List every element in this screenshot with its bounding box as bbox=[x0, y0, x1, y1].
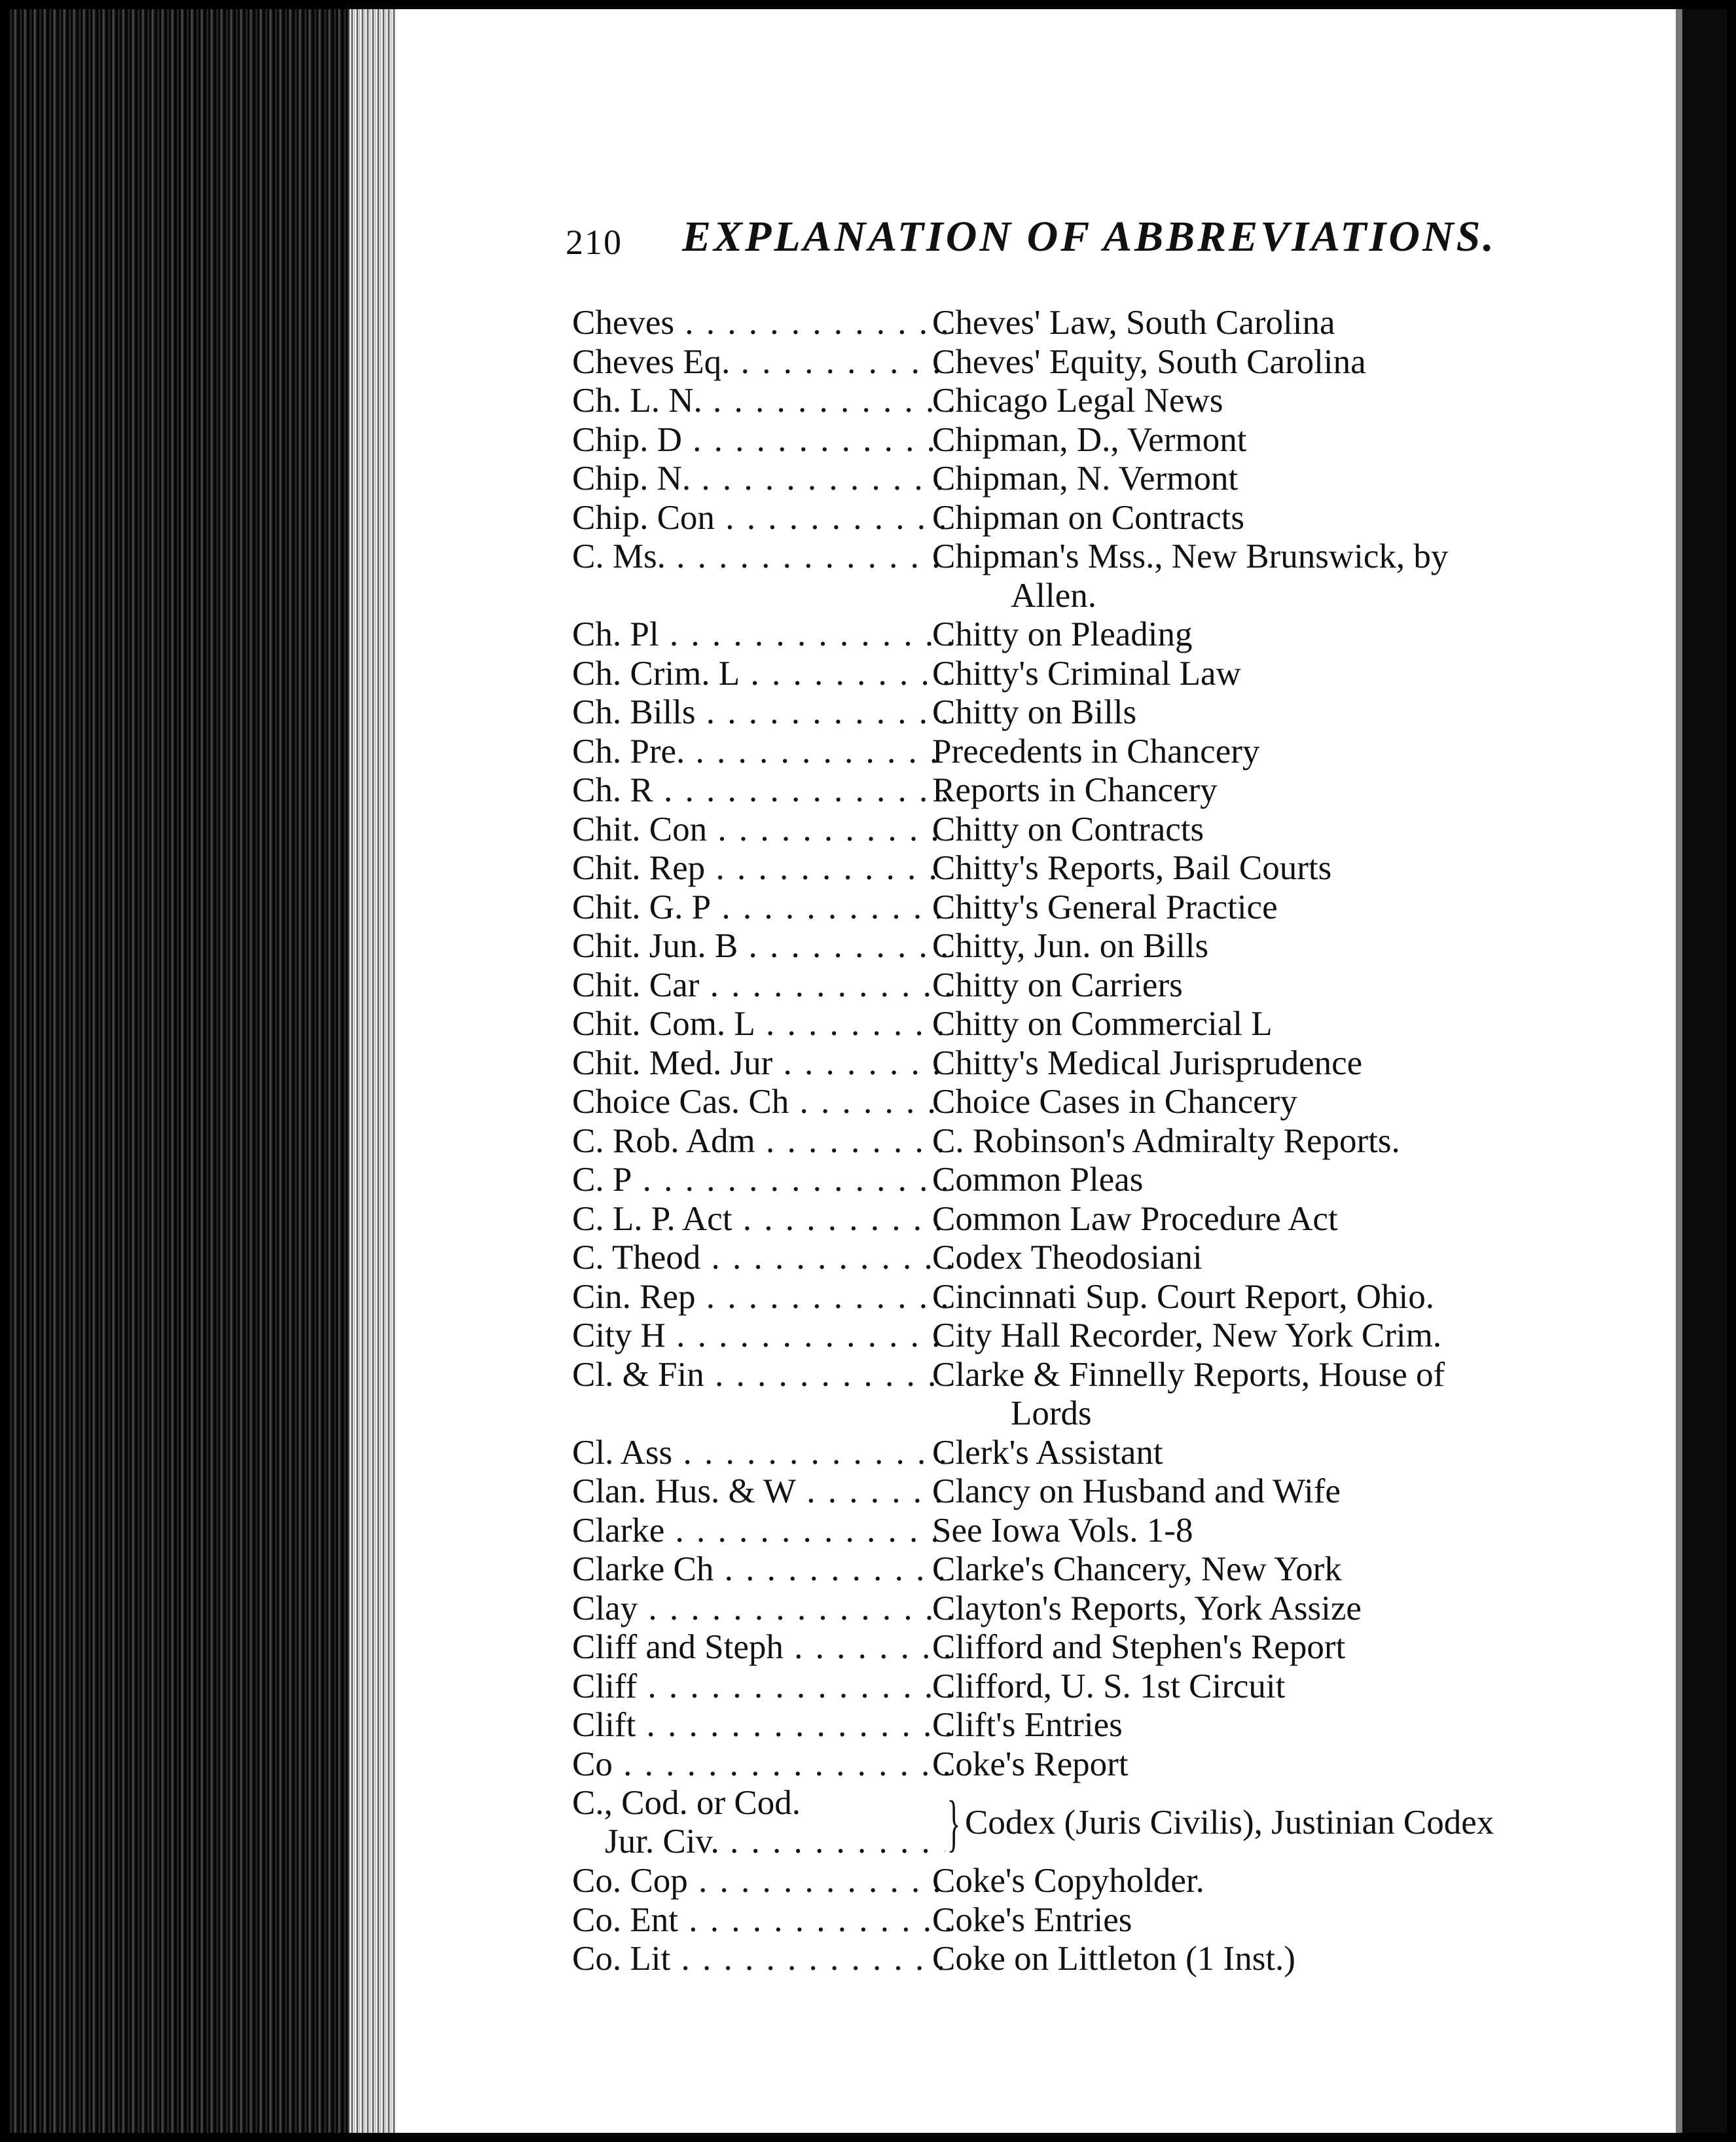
abbreviation-term: Chit. G. P . . . bbox=[572, 888, 952, 928]
explanation-text: Coke's Copyholder. bbox=[932, 1862, 1204, 1900]
explanation-text: Chitty's Medical Jurisprudence bbox=[932, 1044, 1363, 1082]
abbreviation-entry bbox=[546, 1745, 1593, 1785]
explanation-text: Chitty on Commercial L bbox=[932, 1005, 1273, 1043]
abbreviation-explanation bbox=[932, 733, 1593, 772]
running-title: EXPLANATION OF ABBREVIATIONS. bbox=[682, 213, 1496, 261]
explanation-text: Chitty, Jun. on Bills bbox=[932, 927, 1209, 965]
explanation-text: Chipman on Contracts bbox=[932, 498, 1244, 537]
abbreviation-term: Cheves . . . bbox=[572, 304, 952, 343]
explanation-text: Chipman's Mss., New Brunswick, by bbox=[932, 537, 1449, 575]
abbreviation-entry bbox=[546, 1434, 1593, 1473]
abbreviation-explanation bbox=[932, 1706, 1593, 1745]
abbreviation-term: C. Theod . . . bbox=[572, 1239, 952, 1278]
abbreviation-explanation bbox=[932, 693, 1593, 733]
abbreviation-explanation bbox=[932, 304, 1593, 343]
abbreviation-entry bbox=[546, 966, 1593, 1006]
abbreviation-explanation bbox=[932, 1278, 1593, 1317]
abbreviation-explanation: Codex (Juris Civilis), Justinian Codex bbox=[965, 1804, 1494, 1842]
abbreviation-explanation bbox=[932, 1667, 1593, 1707]
abbreviation-term: Cl. & Fin . . . bbox=[572, 1356, 952, 1395]
abbreviation-entry bbox=[546, 810, 1593, 850]
abbreviation-explanation bbox=[932, 849, 1593, 888]
explanation-text: Clancy on Husband and Wife bbox=[932, 1472, 1341, 1510]
abbreviation-entry bbox=[546, 1200, 1593, 1239]
abbreviation-term: Ch. L. N. . . . bbox=[572, 382, 952, 421]
abbreviation-explanation bbox=[932, 1239, 1593, 1278]
explanation-text: Clerk's Assistant bbox=[932, 1433, 1163, 1472]
explanation-text: Common Law Procedure Act bbox=[932, 1199, 1338, 1238]
abbreviation-term: Clarke Ch . . . bbox=[572, 1550, 952, 1589]
abbreviation-explanation bbox=[932, 1356, 1593, 1434]
explanation-text: Coke's Report bbox=[932, 1745, 1129, 1783]
abbreviation-term: City H . . . bbox=[572, 1316, 952, 1356]
abbreviation-entry bbox=[546, 1901, 1593, 1940]
explanation-text: Clarke's Chancery, New York bbox=[932, 1550, 1342, 1588]
abbreviation-entry bbox=[546, 1940, 1593, 1979]
abbreviation-term: Ch. Pl . . . bbox=[572, 615, 952, 655]
explanation-text: Chipman, N. Vermont bbox=[932, 460, 1239, 498]
abbreviation-term: C. L. P. Act . . . bbox=[572, 1200, 952, 1239]
abbreviation-explanation bbox=[932, 421, 1593, 460]
explanation-text: Clarke & Finnelly Reports, House of bbox=[932, 1355, 1445, 1394]
abbreviation-explanation bbox=[932, 1161, 1593, 1200]
abbreviation-explanation bbox=[932, 1200, 1593, 1239]
abbreviation-explanation bbox=[932, 1940, 1593, 1979]
abbreviation-entry bbox=[546, 1239, 1593, 1278]
abbreviation-term: Co. Ent . . . bbox=[572, 1901, 952, 1940]
explanation-text: See Iowa Vols. 1-8 bbox=[932, 1511, 1193, 1550]
abbreviation-term: Co. Lit . . . bbox=[572, 1940, 952, 1979]
explanation-text: Chitty on Carriers bbox=[932, 966, 1183, 1004]
explanation-text: Chipman, D., Vermont bbox=[932, 420, 1247, 459]
abbreviation-entry bbox=[546, 1706, 1593, 1745]
abbreviation-explanation bbox=[932, 1122, 1593, 1161]
explanation-text: Chitty's Reports, Bail Courts bbox=[932, 849, 1332, 887]
explanation-text: Cheves' Equity, South Carolina bbox=[932, 342, 1366, 381]
abbreviation-term: Chip. N. . . . bbox=[572, 460, 952, 499]
explanation-text: Precedents in Chancery bbox=[932, 732, 1260, 771]
abbreviation-term: Chip. Con . . . bbox=[572, 499, 952, 538]
abbreviation-entry bbox=[546, 1667, 1593, 1707]
explanation-continuation: Lords bbox=[1011, 1394, 1092, 1432]
abbreviation-term: Cin. Rep . . . bbox=[572, 1278, 952, 1317]
page-number: 210 bbox=[566, 223, 623, 262]
explanation-text: Clift's Entries bbox=[932, 1706, 1123, 1744]
abbreviation-entry bbox=[546, 1862, 1593, 1901]
explanation-text: Common Pleas bbox=[932, 1161, 1144, 1199]
abbreviation-explanation bbox=[932, 1628, 1593, 1667]
brace-icon: } bbox=[947, 1788, 961, 1858]
explanation-text: Chitty on Bills bbox=[932, 693, 1137, 731]
abbreviation-term: C., Cod. or Cod. bbox=[572, 1784, 801, 1822]
explanation-text: City Hall Recorder, New York Crim. bbox=[932, 1316, 1442, 1354]
abbreviation-term: C. Ms. . . . bbox=[572, 537, 952, 577]
abbreviation-entry bbox=[546, 537, 1593, 615]
abbreviation-explanation bbox=[932, 1083, 1593, 1122]
abbreviation-entry bbox=[546, 849, 1593, 888]
abbreviation-explanation bbox=[932, 966, 1593, 1006]
abbreviation-term: Ch. Pre. . . . bbox=[572, 733, 952, 772]
right-binding-edge bbox=[1682, 9, 1727, 2133]
abbreviation-term: Chit. Con . . . bbox=[572, 810, 952, 850]
abbreviation-entry bbox=[546, 615, 1593, 655]
explanation-text: C. Robinson's Admiralty Reports. bbox=[932, 1121, 1400, 1160]
abbreviation-explanation bbox=[932, 810, 1593, 850]
abbreviation-explanation bbox=[932, 1589, 1593, 1629]
abbreviation-term: Ch. R . . . bbox=[572, 771, 952, 810]
abbreviation-term: C. Rob. Adm . . . bbox=[572, 1122, 952, 1161]
explanation-text: Coke on Littleton (1 Inst.) bbox=[932, 1940, 1295, 1978]
abbreviation-term: Chit. Jun. B . . . bbox=[572, 927, 952, 966]
abbreviation-term: Clay . . . bbox=[572, 1589, 952, 1629]
abbreviation-term: Ch. Bills . . . bbox=[572, 693, 952, 733]
abbreviation-term: Chit. Com. L . . . bbox=[572, 1005, 952, 1044]
abbreviation-term: Clift . . . bbox=[572, 1706, 952, 1745]
abbreviation-entry bbox=[546, 1356, 1593, 1434]
explanation-text: Cincinnati Sup. Court Report, Ohio. bbox=[932, 1277, 1434, 1316]
explanation-text: Chitty on Pleading bbox=[932, 615, 1193, 653]
abbreviation-term: Chit. Med. Jur . . . bbox=[572, 1044, 952, 1083]
abbreviation-explanation bbox=[932, 1044, 1593, 1083]
abbreviation-term: Clan. Hus. & W . . . bbox=[572, 1472, 952, 1512]
abbreviation-explanation bbox=[932, 888, 1593, 928]
abbreviation-list bbox=[546, 304, 1593, 1979]
explanation-text: Codex Theodosiani bbox=[932, 1239, 1203, 1277]
abbreviation-explanation bbox=[932, 1901, 1593, 1940]
abbreviation-entry bbox=[546, 888, 1593, 928]
abbreviation-explanation bbox=[932, 460, 1593, 499]
abbreviation-term: Cl. Ass . . . bbox=[572, 1434, 952, 1473]
abbreviation-entry bbox=[546, 1550, 1593, 1589]
abbreviation-explanation bbox=[932, 1550, 1593, 1589]
abbreviation-entry bbox=[546, 927, 1593, 966]
abbreviation-explanation bbox=[932, 1316, 1593, 1356]
abbreviation-explanation bbox=[932, 1434, 1593, 1473]
abbreviation-entry bbox=[546, 1628, 1593, 1667]
explanation-text: Chicago Legal News bbox=[932, 382, 1223, 420]
abbreviation-entry bbox=[546, 1083, 1593, 1122]
abbreviation-entry bbox=[546, 771, 1593, 810]
abbreviation-entry bbox=[546, 382, 1593, 421]
abbreviation-entry bbox=[546, 304, 1593, 343]
abbreviation-entry bbox=[546, 1005, 1593, 1044]
explanation-text: Cheves' Law, South Carolina bbox=[932, 304, 1335, 342]
book-page-edges bbox=[9, 9, 395, 2133]
explanation-text: Chitty's General Practice bbox=[932, 888, 1278, 926]
abbreviation-entry bbox=[546, 1589, 1593, 1629]
abbreviation-explanation bbox=[932, 1472, 1593, 1512]
explanation-text: Clifford, U. S. 1st Circuit bbox=[932, 1667, 1286, 1705]
abbreviation-explanation bbox=[932, 771, 1593, 810]
abbreviation-entry-braced bbox=[546, 1784, 1593, 1862]
abbreviation-term: Chit. Car . . . bbox=[572, 966, 952, 1006]
page-content bbox=[546, 199, 1593, 2032]
abbreviation-term: Chit. Rep . . . bbox=[572, 849, 952, 888]
abbreviation-term-continuation: Jur. Civ. . . . bbox=[605, 1823, 945, 1862]
abbreviation-term: Cheves Eq. . . . bbox=[572, 343, 952, 382]
explanation-continuation: Allen. bbox=[1011, 576, 1096, 615]
abbreviation-explanation bbox=[932, 1745, 1593, 1785]
abbreviation-explanation bbox=[932, 927, 1593, 966]
abbreviation-term: Co . . . bbox=[572, 1745, 952, 1785]
abbreviation-term: Choice Cas. Ch . . . bbox=[572, 1083, 952, 1122]
explanation-text: Reports in Chancery bbox=[932, 771, 1218, 809]
abbreviation-entry bbox=[546, 1472, 1593, 1512]
abbreviation-entry bbox=[546, 1512, 1593, 1551]
abbreviation-term: Chip. D . . . bbox=[572, 421, 952, 460]
abbreviation-term: Clarke . . . bbox=[572, 1512, 952, 1551]
abbreviation-entry bbox=[546, 499, 1593, 538]
abbreviation-entry bbox=[546, 1122, 1593, 1161]
abbreviation-term: Cliff . . . bbox=[572, 1667, 952, 1707]
abbreviation-entry bbox=[546, 343, 1593, 382]
abbreviation-term: Cliff and Steph . . . bbox=[572, 1628, 952, 1667]
explanation-text: Clayton's Reports, York Assize bbox=[932, 1589, 1362, 1627]
abbreviation-entry bbox=[546, 421, 1593, 460]
abbreviation-entry bbox=[546, 1161, 1593, 1200]
explanation-text: Chitty's Criminal Law bbox=[932, 654, 1241, 693]
abbreviation-entry bbox=[546, 1044, 1593, 1083]
explanation-text: Coke's Entries bbox=[932, 1900, 1132, 1939]
abbreviation-explanation bbox=[932, 1512, 1593, 1551]
abbreviation-explanation bbox=[932, 537, 1593, 615]
explanation-text: Choice Cases in Chancery bbox=[932, 1083, 1297, 1121]
explanation-text: Chitty on Contracts bbox=[932, 810, 1204, 848]
page-header bbox=[546, 199, 1593, 271]
abbreviation-explanation bbox=[932, 343, 1593, 382]
abbreviation-entry bbox=[546, 460, 1593, 499]
abbreviation-entry bbox=[546, 655, 1593, 694]
abbreviation-term: C. P . . . bbox=[572, 1161, 952, 1200]
abbreviation-term: Ch. Crim. L . . . bbox=[572, 655, 952, 694]
abbreviation-entry bbox=[546, 1278, 1593, 1317]
abbreviation-entry bbox=[546, 733, 1593, 772]
scanned-page bbox=[9, 9, 1727, 2133]
abbreviation-explanation bbox=[932, 1862, 1593, 1901]
abbreviation-explanation bbox=[932, 655, 1593, 694]
explanation-text: Clifford and Stephen's Report bbox=[932, 1628, 1346, 1666]
abbreviation-entry bbox=[546, 693, 1593, 733]
abbreviation-explanation bbox=[932, 382, 1593, 421]
abbreviation-entry bbox=[546, 1316, 1593, 1356]
abbreviation-term: Co. Cop . . . bbox=[572, 1862, 952, 1901]
abbreviation-explanation bbox=[932, 1005, 1593, 1044]
abbreviation-explanation bbox=[932, 615, 1593, 655]
abbreviation-explanation bbox=[932, 499, 1593, 538]
